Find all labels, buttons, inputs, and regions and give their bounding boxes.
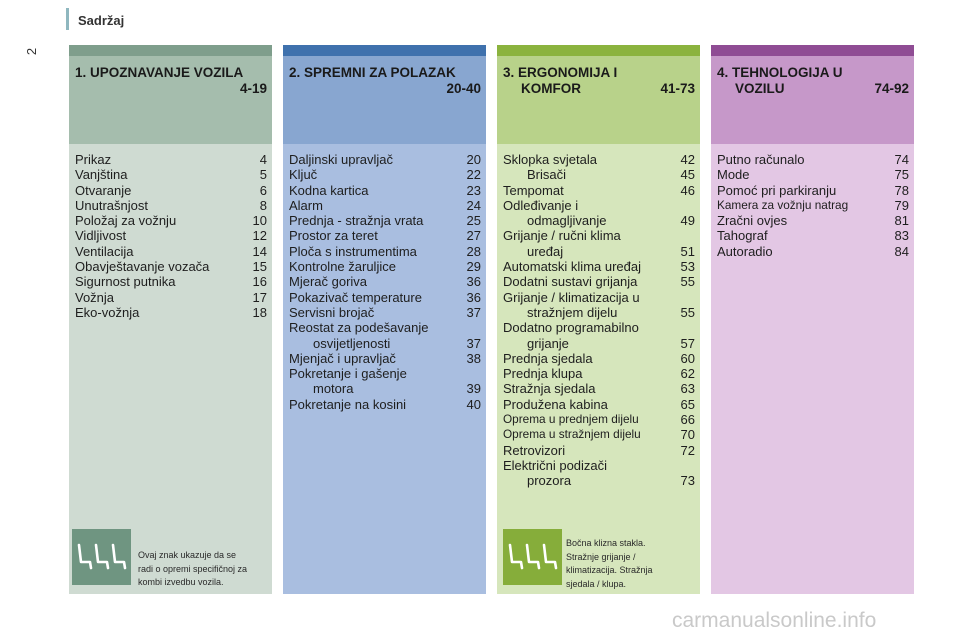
section-1-list	[69, 144, 272, 594]
section-1-number: 1.	[75, 65, 87, 80]
section-1-column	[69, 45, 272, 594]
toc-entry[interactable]: Retrovizori 72	[503, 442, 695, 458]
section-3-range: 41-73	[660, 81, 695, 96]
section-4-list	[711, 144, 914, 594]
section-1-title: UPOZNAVANJE VOZILA	[90, 65, 244, 80]
section-3-header[interactable]	[497, 56, 700, 144]
toc-entry[interactable]: Pokazivač temperature 36	[289, 289, 481, 305]
toc-entry[interactable]: Oprema u stražnjem dijelu 70	[503, 427, 695, 443]
section-2-column	[283, 45, 486, 594]
toc-entry[interactable]: Ploča s instrumentima 28	[289, 243, 481, 259]
toc-entry[interactable]: Prostor za teret 27	[289, 228, 481, 244]
toc-entry[interactable]: Otvaranje 6	[75, 182, 267, 198]
toc-entry[interactable]: Autoradio 84	[717, 243, 909, 259]
toc-entry[interactable]: Servisni brojač 37	[289, 304, 481, 320]
section-4-title: TEHNOLOGIJA U	[732, 65, 843, 80]
seats-icon	[72, 529, 131, 585]
toc-entry[interactable]: Putno računalo 74	[717, 152, 909, 167]
toc-entry[interactable]: Dodatno programabilno grijanje 57	[503, 320, 695, 351]
toc-entry[interactable]: Obavještavanje vozača 15	[75, 259, 267, 275]
van-note: Ovaj znak ukazuje da se radi o opremi specifičnoj za kombi izvedbu vozila.	[138, 550, 248, 587]
toc-entry[interactable]: Kontrolne žaruljice 29	[289, 259, 481, 275]
section-3-number: 3.	[503, 65, 515, 80]
section-3-list	[497, 144, 700, 594]
toc-entry[interactable]: Grijanje / ručni klima uređaj 51	[503, 228, 695, 259]
seats-icon	[503, 529, 562, 585]
toc-entry[interactable]: Položaj za vožnju 10	[75, 213, 267, 229]
header-accent-bar	[66, 8, 69, 30]
section-1-header[interactable]	[69, 56, 272, 144]
toc-entry[interactable]: Vidljivost 12	[75, 228, 267, 244]
section-2-header[interactable]	[283, 56, 486, 144]
toc-entry[interactable]: Ključ 22	[289, 167, 481, 183]
toc-entry[interactable]: Kodna kartica 23	[289, 182, 481, 198]
toc-entry[interactable]: Pokretanje i gašenje motora 39	[289, 366, 481, 397]
toc-entry[interactable]: Prikaz 4	[75, 152, 267, 167]
toc-entry[interactable]: Pomoć pri parkiranju 78	[717, 182, 909, 198]
page-number: 2	[24, 47, 40, 56]
toc-entry[interactable]: Produžena kabina 65	[503, 396, 695, 412]
section-1-range: 4-19	[239, 81, 267, 96]
equipment-note: Bočna klizna stakla. Stražnje grijanje / klimatizacija. Stražnja sjedala / klupa.	[566, 538, 653, 589]
toc-entry[interactable]: Prednja klupa 62	[503, 366, 695, 382]
section-2-number: 2.	[289, 65, 301, 80]
section-3-title-line2: KOMFOR	[521, 81, 581, 96]
toc-entry[interactable]: Tempomat 46	[503, 182, 695, 198]
toc-entry[interactable]: Tahograf 83	[717, 228, 909, 244]
toc-entry[interactable]: Pokretanje na kosini 40	[289, 396, 481, 412]
section-4-topbar	[711, 45, 914, 56]
section-4-number: 4.	[717, 65, 729, 80]
toc-entry[interactable]: Oprema u prednjem dijelu 66	[503, 412, 695, 428]
toc-entry[interactable]: Unutrašnjost 8	[75, 197, 267, 213]
toc-entry[interactable]: Sigurnost putnika 16	[75, 274, 267, 290]
toc-entry[interactable]: Automatski klima uređaj 53	[503, 259, 695, 275]
toc-entry[interactable]: Kamera za vožnju natrag 79	[717, 197, 909, 213]
section-4-column	[711, 45, 914, 594]
section-4-title-line2: VOZILU	[735, 81, 785, 96]
page-header: Sadržaj	[78, 13, 125, 28]
toc-entry[interactable]: Električni podizači prozora 73	[503, 457, 695, 489]
toc-entry[interactable]: Prednja - stražnja vrata 25	[289, 213, 481, 229]
section-2-title: SPREMNI ZA POLAZAK	[304, 65, 456, 80]
toc-entry[interactable]: Brisači 45	[527, 167, 695, 183]
toc-entry[interactable]: Mjenjač i upravljač 38	[289, 350, 481, 366]
section-4-range: 74-92	[874, 81, 909, 96]
toc-entry[interactable]: Vanjština 5	[75, 167, 267, 183]
toc-entry[interactable]: Prednja sjedala 60	[503, 350, 695, 366]
toc-entry[interactable]: Stražnja sjedala 63	[503, 381, 695, 397]
toc-entry[interactable]: Vožnja 17	[75, 289, 267, 305]
toc-entry[interactable]: Mjerač goriva 36	[289, 274, 481, 290]
toc-entry[interactable]: Reostat za podešavanje osvijetljenosti 37	[289, 320, 481, 351]
section-3-column	[497, 45, 700, 594]
watermark: carmanualsonline.info	[672, 609, 877, 632]
section-2-range: 20-40	[446, 81, 481, 96]
toc-entry[interactable]: Grijanje / klimatizacija u stražnjem dijelu 55	[503, 289, 695, 320]
toc-entry[interactable]: Daljinski upravljač 20	[289, 152, 481, 167]
section-4-header[interactable]	[711, 56, 914, 144]
toc-entry[interactable]: Dodatni sustavi grijanja 55	[503, 274, 695, 290]
section-3-title: ERGONOMIJA I	[518, 65, 618, 80]
toc-entry[interactable]: Mode 75	[717, 167, 909, 183]
toc-entry[interactable]: Zračni ovjes 81	[717, 213, 909, 229]
section-1-topbar	[69, 45, 272, 56]
toc-entry[interactable]: Eko-vožnja 18	[75, 304, 267, 320]
toc-entry[interactable]: Odleđivanje i odmagljivanje 49	[503, 197, 695, 229]
toc-entry[interactable]: Sklopka svjetala 42	[503, 152, 695, 167]
section-2-list	[283, 144, 486, 594]
toc-entry[interactable]: Alarm 24	[289, 197, 481, 213]
toc-entry[interactable]: Ventilacija 14	[75, 243, 267, 259]
section-2-topbar	[283, 45, 486, 56]
section-3-topbar	[497, 45, 700, 56]
